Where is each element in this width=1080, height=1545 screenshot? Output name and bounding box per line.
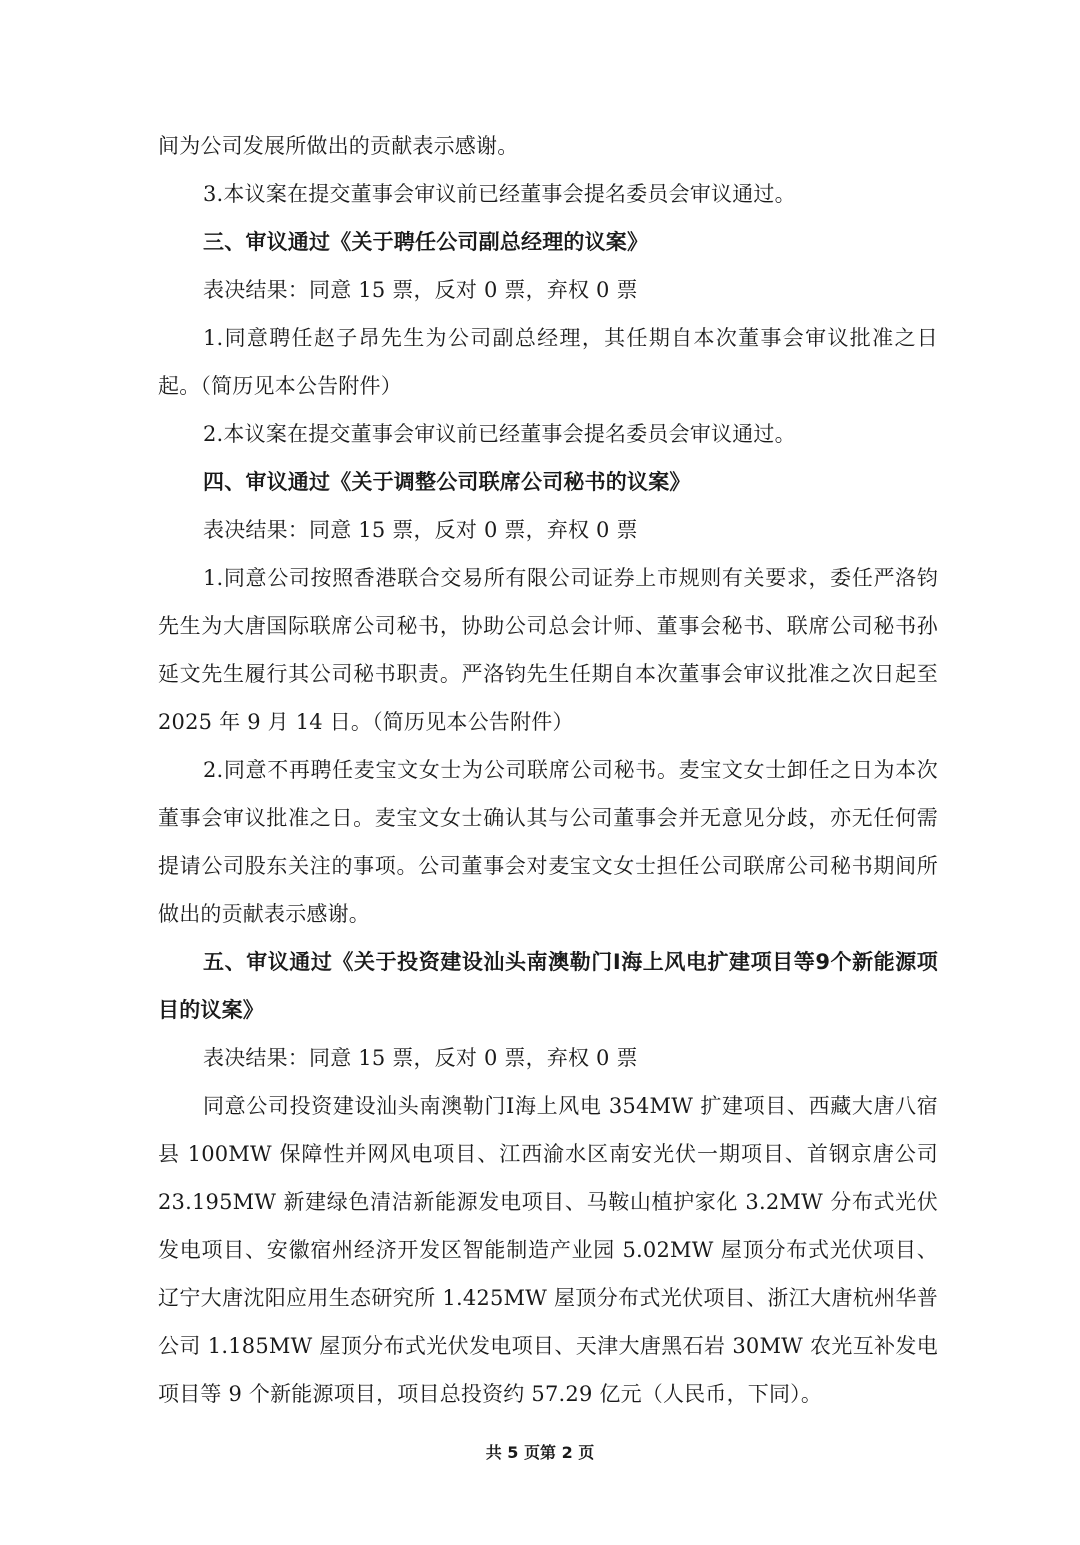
- section-heading: 四、审议通过《关于调整公司联席公司秘书的议案》: [203, 470, 691, 494]
- paragraph: 1.同意聘任赵子昂先生为公司副总经理，其任期自本次董事会审议批准之日起。（简历见本公告附件）: [158, 326, 938, 398]
- vote-result: 表决结果：同意 15 票，反对 0 票，弃权 0 票: [203, 518, 638, 542]
- section-heading: 三、审议通过《关于聘任公司副总经理的议案》: [203, 230, 649, 254]
- paragraph: 3.本议案在提交董事会审议前已经董事会提名委员会审议通过。: [203, 182, 796, 206]
- paragraph: 2.同意不再聘任麦宝文女士为公司联席公司秘书。麦宝文女士卸任之日为本次董事会审议批准之日。麦宝文女士确认其与公司董事会并无意见分歧，亦无任何需提请公司股东关注的事项。公司董事会对麦宝文女士担任公司联席公司秘书期间所做出的贡献表示感谢。: [158, 758, 938, 926]
- document-body: [158, 122, 938, 1418]
- vote-result: 表决结果：同意 15 票，反对 0 票，弃权 0 票: [203, 278, 638, 302]
- page-number-footer: 共 5 页第 2 页: [485, 1443, 595, 1462]
- vote-result: 表决结果：同意 15 票，反对 0 票，弃权 0 票: [203, 1046, 638, 1070]
- paragraph: 同意公司投资建设汕头南澳勒门Ⅰ海上风电 354MW 扩建项目、西藏大唐八宿县 100MW 保障性并网风电项目、江西渝水区南安光伏一期项目、首钢京唐公司 23.195MW 新建绿色清洁新能源发电项目、马鞍山植护家化 3.2MW 分布式光伏发电项目、安徽宿州经济开发区智能制造产业园 5.02MW 屋顶分布式光伏项目、辽宁大唐沈阳应用生态研究所 1.425MW 屋顶分布式光伏项目、浙江大唐杭州华普公司 1.185MW 屋顶分布式光伏发电项目、天津大唐黑石岩 30MW 农光互补发电项目等 9 个新能源项目，项目总投资约 57.29 亿元（人民币，下同）。: [158, 1094, 938, 1406]
- section-heading: 五、审议通过《关于投资建设汕头南澳勒门Ⅰ海上风电扩建项目等9个新能源项目的议案》: [158, 950, 938, 1022]
- paragraph: 2.本议案在提交董事会审议前已经董事会提名委员会审议通过。: [203, 422, 796, 446]
- paragraph: 1.同意公司按照香港联合交易所有限公司证券上市规则有关要求，委任严洛钧先生为大唐国际联席公司秘书，协助公司总会计师、董事会秘书、联席公司秘书孙延文先生履行其公司秘书职责。严洛钧先生任期自本次董事会审议批准之次日起至 2025 年 9 月 14 日。（简历见本公告附件）: [158, 566, 938, 734]
- paragraph: 间为公司发展所做出的贡献表示感谢。: [158, 134, 519, 158]
